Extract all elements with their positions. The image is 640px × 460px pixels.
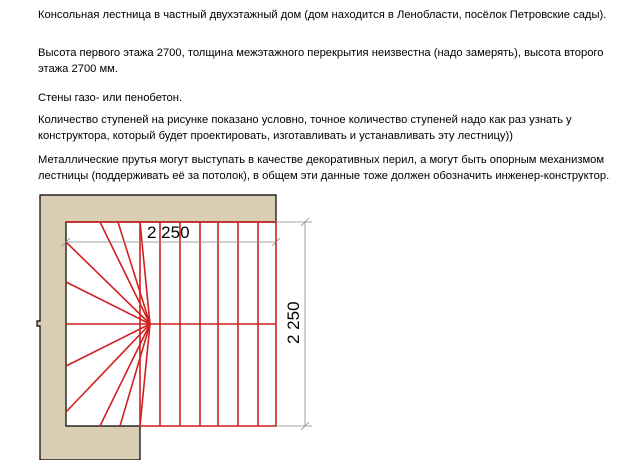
winder-tread [100, 222, 150, 324]
winder-tread [66, 324, 150, 366]
paragraph-description: Консольная лестница в частный двухэтажный дом (дом находится в Ленобласти, посёлок Петровские сады). [38, 9, 607, 21]
paragraph-railings: Металлические прутья могут выступать в качестве декоративных перил, а могут быть опорным механизмом лестницы (поддерживать её за потолок), в общем эти данные тоже должен обозначить инженер-конструктор. [38, 154, 610, 182]
stair-steps [66, 222, 276, 426]
winder-tread [66, 282, 150, 324]
vertical-dimension-label: 2 250 [284, 301, 303, 344]
horizontal-dimension-label: 2 250 [147, 223, 190, 242]
staircase-plan-drawing [0, 190, 640, 460]
paragraph-walls: Стены газо- или пенобетон. [38, 92, 183, 104]
paragraph-heights: Высота первого этажа 2700, толщина межэтажного перекрытия неизвестна (надо замерять), высота второго этажа 2700 мм. [38, 47, 604, 75]
paragraph-steps: Количество ступеней на рисунке показано условно, точное количество ступеней надо как раз узнать у конструктора, который будет проектировать, изготавливать и устанавливать эту лестницу)) [38, 114, 572, 142]
